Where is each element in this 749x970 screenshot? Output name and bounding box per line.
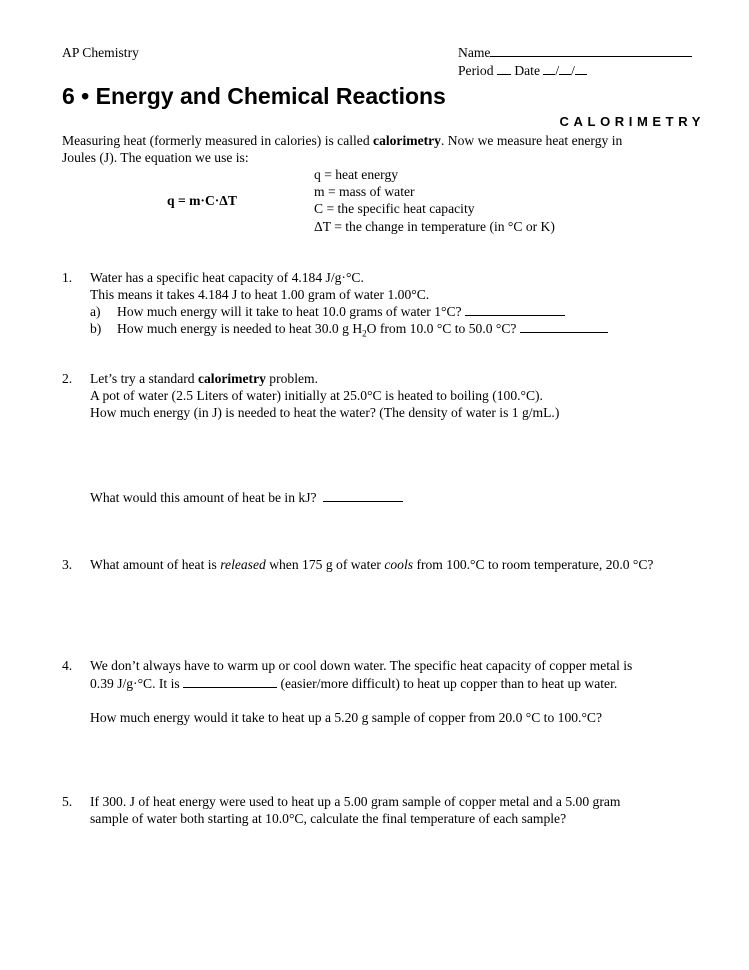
question-text: If 300. J of heat energy were used to heat up a 5.00 gram sample of copper metal and a 5.00 gram <box>90 794 621 809</box>
question-text: We don’t always have to warm up or cool down water. The specific heat capacity of copper metal is <box>90 658 633 673</box>
name-label: Name <box>458 45 491 60</box>
question-text: This means it takes 4.184 J to heat 1.00 gram of water 1.00°C. <box>90 287 430 302</box>
question-text: How much energy (in J) is needed to heat the water? (The density of water is 1 g/mL.) <box>90 405 560 420</box>
subquestion-a: How much energy will it take to heat 10.0 grams of water 1°C? <box>117 303 565 320</box>
question-text: Let’s try a standard calorimetry problem. <box>90 371 319 386</box>
question-number: 4. <box>62 658 73 673</box>
question-text: What amount of heat is released when 175 g of water cools from 100.°C to room temperature, 20.0 °C? <box>90 557 654 572</box>
answer-blank[interactable] <box>520 320 608 333</box>
definition: q = heat energy <box>314 167 399 182</box>
question-number: 2. <box>62 371 73 386</box>
course-label: AP Chemistry <box>62 45 139 60</box>
answer-blank[interactable] <box>183 675 277 688</box>
page-title: 6 • Energy and Chemical Reactions <box>62 83 446 109</box>
answer-blank[interactable] <box>323 489 403 502</box>
intro-line-2: Joules (J). The equation we use is: <box>62 150 249 165</box>
subquestion-label: b) <box>90 321 102 336</box>
question-text: 0.39 J/g·°C. It is (easier/more difficult) to heat up copper than to heat up water. <box>90 676 618 691</box>
subquestion-label: a) <box>90 304 101 319</box>
section-heading: CALORIMETRY <box>559 114 705 129</box>
definition: m = mass of water <box>314 184 415 199</box>
answer-blank[interactable] <box>465 303 565 316</box>
definition: C = the specific heat capacity <box>314 201 475 216</box>
name-field[interactable] <box>458 44 692 61</box>
date-sep: / <box>555 63 560 78</box>
equation: q = m·C·ΔT <box>167 193 237 208</box>
date-sep: / <box>571 63 575 78</box>
question-followup: What would this amount of heat be in kJ? <box>90 489 403 506</box>
period-label: Period <box>458 63 494 78</box>
question-text: sample of water both starting at 10.0°C, calculate the final temperature of each sample? <box>90 811 567 826</box>
question-text: A pot of water (2.5 Liters of water) initially at 25.0°C is heated to boiling (100.°C). <box>90 388 543 403</box>
question-text: Water has a specific heat capacity of 4.184 J/g·°C. <box>90 270 364 285</box>
date-label: Date <box>514 63 540 78</box>
intro-line-1: Measuring heat (formerly measured in calories) is called calorimetry. Now we measure heat energy in <box>62 133 623 148</box>
question-number: 5. <box>62 794 73 809</box>
definition: ΔT = the change in temperature (in °C or K) <box>314 219 555 234</box>
question-number: 3. <box>62 557 73 572</box>
question-number: 1. <box>62 270 73 285</box>
question-text: How much energy would it take to heat up a 5.20 g sample of copper from 20.0 °C to 100.°C? <box>90 710 602 725</box>
period-date-field[interactable] <box>458 62 587 79</box>
subquestion-b: How much energy is needed to heat 30.0 g $H_2O$ from 10.0 °C to 50.0 °C? <box>117 320 608 343</box>
